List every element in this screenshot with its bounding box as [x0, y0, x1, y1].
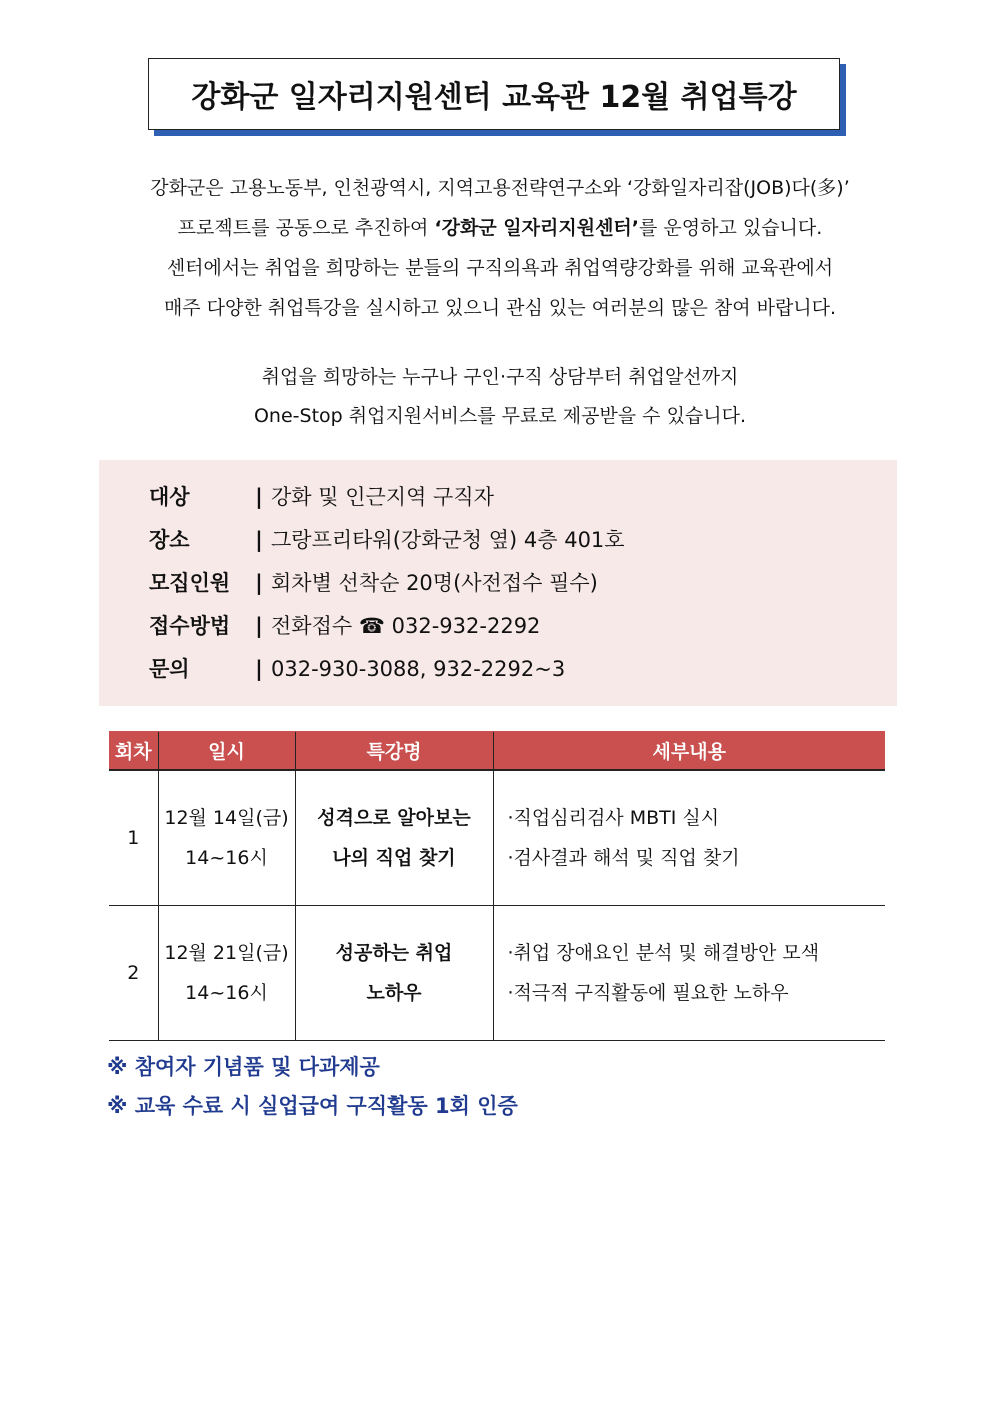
- info-row-capacity: [149, 563, 598, 603]
- session-date: 12월 14일(금): [164, 807, 289, 829]
- info-value: 그랑프리타워(강화군청 옆) 4층 401호: [271, 528, 625, 552]
- lecture-title-line-1: 성공하는 취업: [335, 942, 453, 964]
- info-separator: |: [255, 528, 263, 552]
- detail-item: ·적극적 구직활동에 필요한 노하우: [507, 982, 789, 1004]
- note-certification: ※ 교육 수료 시 실업급여 구직활동 1회 인증: [107, 1094, 518, 1118]
- notes: [107, 1048, 518, 1126]
- info-separator: |: [255, 657, 263, 681]
- header-lecture-title: 특강명: [295, 732, 493, 771]
- info-value: 032-930-3088, 932-2292~3: [271, 657, 566, 681]
- service-line-2: One-Stop 취업지원서비스를 무료로 제공받을 수 있습니다.: [253, 405, 747, 427]
- intro-line-2-pre: 프로젝트를 공동으로 추진하여: [177, 217, 435, 239]
- detail-item: ·검사결과 해석 및 직업 찾기: [507, 847, 740, 869]
- info-label: 대상: [149, 485, 190, 509]
- session-date: 12월 21일(금): [164, 942, 289, 964]
- session-number: 2: [109, 906, 158, 1041]
- info-row-place: [149, 520, 625, 560]
- info-separator: |: [255, 571, 263, 595]
- intro-line-2: [100, 208, 900, 248]
- detail-item: ·직업심리검사 MBTI 실시: [507, 807, 720, 829]
- session-time: 14~16시: [185, 847, 268, 869]
- lecture-title-line-2: 나의 직업 찾기: [332, 847, 456, 869]
- table-row: [109, 906, 885, 1041]
- session-datetime: [158, 906, 295, 1041]
- service-line-1: 취업을 희망하는 누구나 구인·구직 상담부터 취업알선까지: [261, 366, 739, 388]
- intro-line-2-post: 를 운영하고 있습니다.: [639, 217, 823, 239]
- header-session: 회차: [109, 732, 158, 771]
- lecture-title-line-1: 성격으로 알아보는: [317, 807, 471, 829]
- service-paragraph: [100, 358, 900, 436]
- center-name: ‘강화군 일자리지원센터’: [434, 217, 639, 239]
- info-value: 전화접수 ☎ 032-932-2292: [271, 614, 541, 638]
- lecture-title-line-2: 노하우: [366, 982, 422, 1004]
- info-label: 문의: [149, 657, 190, 681]
- info-label: 장소: [149, 528, 190, 552]
- info-separator: |: [255, 614, 263, 638]
- lecture-title: [295, 770, 493, 906]
- title-banner: [148, 58, 840, 130]
- info-label: 접수방법: [149, 614, 231, 638]
- lecture-details: [493, 906, 885, 1041]
- session-number: 1: [109, 770, 158, 906]
- lecture-details: [493, 770, 885, 906]
- info-label: 모집인원: [149, 571, 231, 595]
- header-datetime: 일시: [158, 732, 295, 771]
- info-box: [99, 460, 897, 706]
- intro-line-1: 강화군은 고용노동부, 인천광역시, 지역고용전략연구소와 ‘강화일자리잡(JOB)다(多)’: [150, 177, 850, 199]
- info-value: 강화 및 인근지역 구직자: [271, 485, 494, 509]
- note-gift: ※ 참여자 기념품 및 다과제공: [107, 1055, 380, 1079]
- info-row-inquiry: [149, 649, 565, 689]
- table-header-row: [109, 732, 885, 771]
- header-details: 세부내용: [493, 732, 885, 771]
- intro-line-4: 매주 다양한 취업특강을 실시하고 있으니 관심 있는 여러분의 많은 참여 바랍니다.: [163, 297, 837, 319]
- session-datetime: [158, 770, 295, 906]
- table-row: [109, 770, 885, 906]
- info-row-registration: [149, 606, 540, 646]
- intro-paragraph: [100, 168, 900, 328]
- intro-line-3: 센터에서는 취업을 희망하는 분들의 구직의욕과 취업역량강화를 위해 교육관에서: [166, 257, 834, 279]
- session-time: 14~16시: [185, 982, 268, 1004]
- lecture-title: [295, 906, 493, 1041]
- info-row-target: [149, 477, 494, 517]
- page-title: 강화군 일자리지원센터 교육관 12월 취업특강: [148, 58, 840, 130]
- detail-item: ·취업 장애요인 분석 및 해결방안 모색: [507, 942, 820, 964]
- info-separator: |: [255, 485, 263, 509]
- info-value: 회차별 선착순 20명(사전접수 필수): [271, 571, 598, 595]
- schedule-table: [109, 731, 885, 1041]
